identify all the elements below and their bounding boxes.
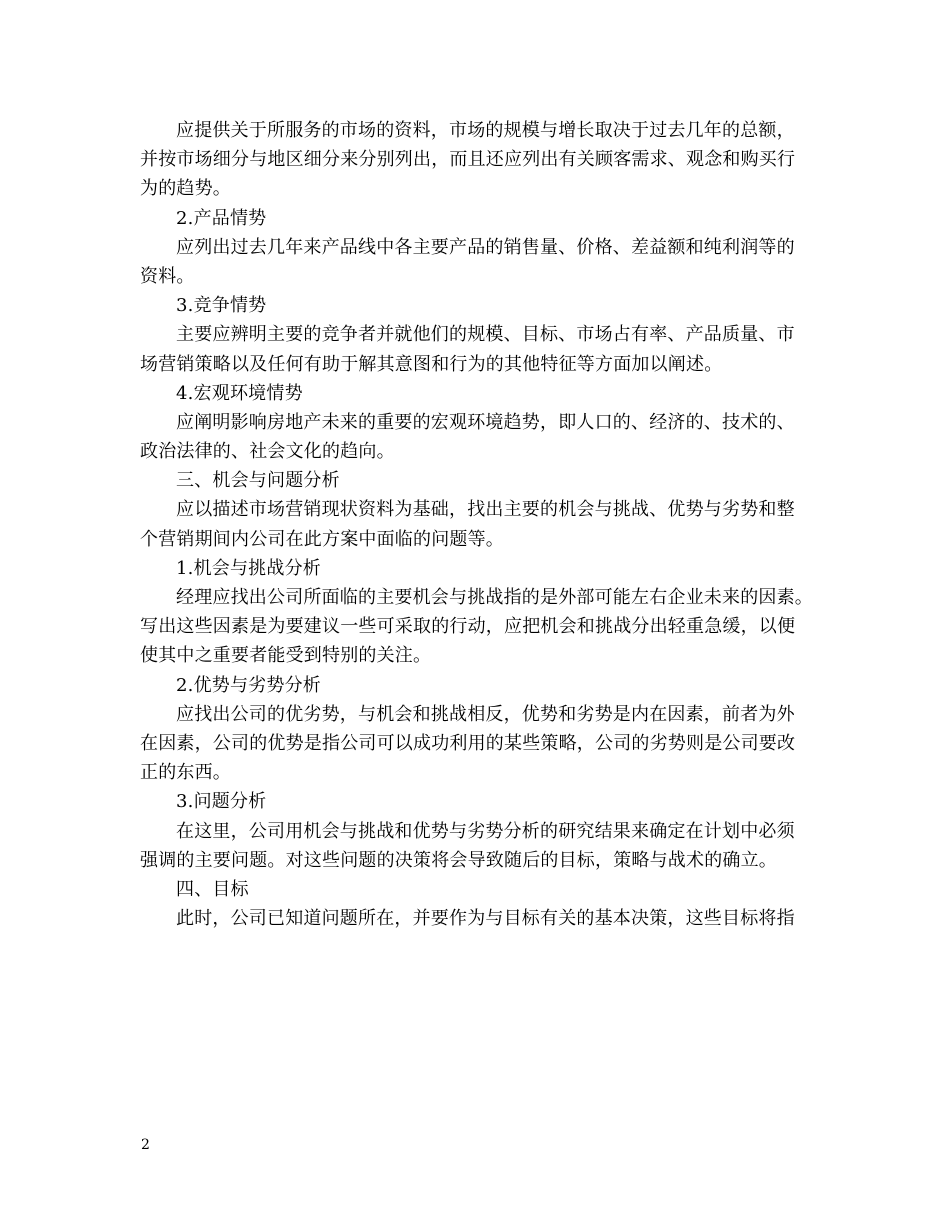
text-line: 正的东西。 [140,762,231,784]
text-line: 四、目标 [176,878,249,900]
page-number: 2 [141,1137,150,1153]
text-line: 应以描述市场营销现状资料为基础，找出主要的机会与挑战、优势与劣势和整 [176,499,795,521]
text-line: 主要应辨明主要的竞争者并就他们的规模、目标、市场占有率、产品质量、市 [176,324,795,346]
text-line: 资料。 [140,265,195,287]
text-line: 应列出过去几年来产品线中各主要产品的销售量、价格、差益额和纯利润等的 [176,236,795,258]
text-line: 场营销策略以及任何有助于解其意图和行为的其他特征等方面加以阐述。 [140,353,723,375]
text-line: 应阐明影响房地产未来的重要的宏观环境趋势，即人口的、经济的、技术的、 [176,411,795,433]
text-line: 1.机会与挑战分析 [176,557,321,579]
text-line: 为的趋势。 [140,178,231,200]
text-line: 3.竞争情势 [176,295,267,317]
text-line: 2.优势与劣势分析 [176,674,321,696]
text-line: 应提供关于所服务的市场的资料，市场的规模与增长取决于过去几年的总额， [176,120,795,141]
text-line: 此时，公司已知道问题所在，并要作为与目标有关的基本决策，这些目标将指 [176,908,795,930]
text-line: 应找出公司的优劣势，与机会和挑战相反，优势和劣势是内在因素，前者为外 [176,703,795,725]
text-line: 在这里，公司用机会与挑战和优势与劣势分析的研究结果来确定在计划中必须 [176,820,795,842]
text-line: 2.产品情势 [176,207,267,229]
text-line: 使其中之重要者能受到特别的关注。 [140,645,432,667]
text-line: 在因素，公司的优势是指公司可以成功利用的某些策略，公司的劣势则是公司要改 [140,732,796,754]
text-line: 并按市场细分与地区细分来分别列出，而且还应列出有关顾客需求、观念和购买行 [140,149,796,171]
text-line: 三、机会与问题分析 [176,470,340,492]
text-line: 3.问题分析 [176,791,267,813]
text-line: 个营销期间内公司在此方案中面临的问题等。 [140,528,504,550]
text-line: 强调的主要问题。对这些问题的决策将会导致随后的目标，策略与战术的确立。 [140,849,777,871]
text-line: 经理应找出公司所面临的主要机会与挑战指的是外部可能左右企业未来的因素。 [176,587,813,608]
document-body [140,116,820,933]
text-line: 4.宏观环境情势 [176,382,303,404]
text-line: 政治法律的、社会文化的趋向。 [140,441,395,463]
text-line: 写出这些因素是为要建议一些可采取的行动，应把机会和挑战分出轻重急缓，以便 [140,616,796,638]
